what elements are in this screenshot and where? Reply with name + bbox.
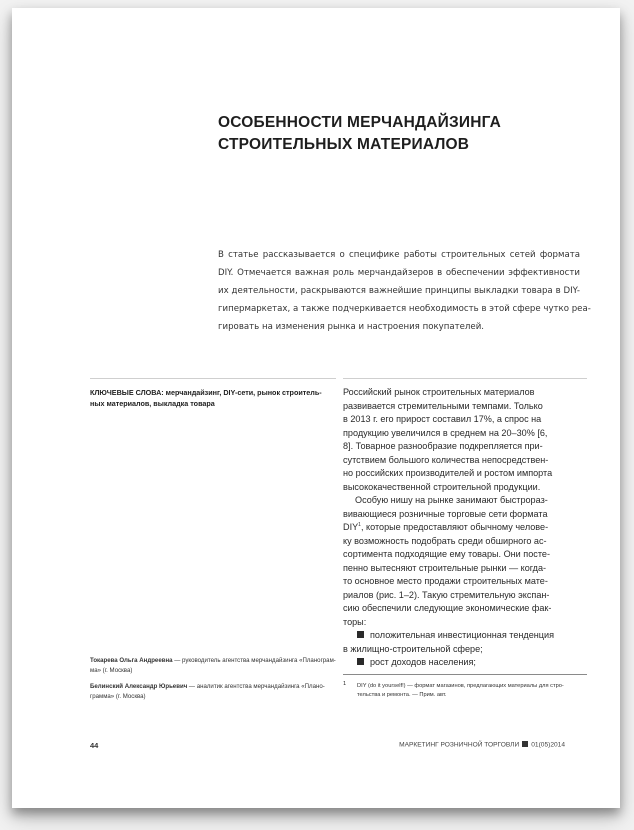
body-line: но российских производителей и ростом импорта (343, 468, 553, 478)
issue-number: 01(05)2014 (531, 741, 565, 749)
journal-name: МАРКЕТИНГ РОЗНИЧНОЙ ТОРГОВЛИ (399, 741, 520, 749)
author-line (90, 656, 340, 666)
body-line: высококачественной строительной продукции. (343, 481, 541, 492)
author-role: — руководитель агентства мерчандайзинга «Планограм- (172, 657, 336, 664)
authors-block (90, 656, 340, 701)
square-bullet-icon (357, 631, 364, 638)
body-line: развивается стремительными темпами. Только (343, 400, 543, 411)
author-line: ма» (г. Москва) (90, 666, 133, 674)
journal-page (12, 8, 620, 808)
body-line: продукцию увеличился в среднем на 20–30% [6, (343, 427, 548, 438)
bullet-text: положительная инвестиционная тенденция (370, 630, 555, 640)
bullet-item (343, 656, 587, 670)
body-text: DIY (343, 522, 359, 532)
body-divider (343, 378, 587, 379)
footnote-line: DIY (do it yourself!) — формат магазинов, предлагающих материалы для стро- (357, 683, 564, 689)
body-line: сортимента подходящие ему товары. Они посте- (343, 549, 550, 559)
footnote-divider (343, 674, 587, 675)
body-line: ку возможность подобрать среди обширного ас- (343, 535, 547, 546)
title-line: ОСОБЕННОСТИ МЕРЧАНДАЙЗИНГА (218, 114, 502, 131)
footnote-reference[interactable]: 1 (358, 522, 361, 528)
footnote-number: 1 (343, 681, 347, 687)
bullet-continuation: в жилищно-строительной сфере; (343, 643, 483, 654)
abstract-line: их деятельности, раскрываются важнейшие принципы выкладки товара в DIY- (218, 286, 580, 296)
article-title (218, 112, 598, 156)
body-line: сию обеспечили следующие экономические фак- (343, 603, 552, 613)
page-number: 44 (90, 741, 99, 750)
body-text: , которые предоставляют обычному челове- (360, 522, 549, 532)
body-line: Российский рынок строительных материалов (343, 387, 535, 397)
keywords-block (90, 388, 338, 409)
body-line: торы: (343, 616, 367, 627)
body-line: Особую нишу на рынке занимают быстрораз- (355, 495, 548, 505)
bullet-item (343, 629, 587, 643)
article-abstract (218, 246, 591, 336)
keywords-line: ных материалов, выкладка товара (90, 398, 215, 408)
square-bullet-icon (357, 658, 364, 665)
body-line: в 2013 г. его прирост составил 17%, а спрос на (343, 414, 542, 424)
body-line: вивающиеся розничные торговые сети формата (343, 508, 548, 519)
square-separator-icon (522, 741, 528, 747)
body-line: пенно вытесняют строительные рынки — когда- (343, 562, 547, 573)
abstract-line: DIY. Отмечается важная роль мерчандайзеров в обеспечении эффективности (218, 268, 580, 278)
footnote (343, 682, 603, 700)
bullet-text: рост доходов населения; (370, 657, 476, 667)
abstract-line: гировать на изменения рынка и настроения покупателей. (218, 322, 485, 332)
body-line: то основное место продажи строительных мате- (343, 576, 548, 586)
title-line: СТРОИТЕЛЬНЫХ МАТЕРИАЛОВ (218, 136, 470, 153)
author-line (90, 682, 340, 692)
running-footer (399, 741, 565, 749)
author-name: Белинский Александр Юрьевич (90, 683, 188, 690)
body-line: 8]. Товарное разнообразие подкрепляется при- (343, 441, 543, 451)
author-name: Токарева Ольга Андреевна (90, 657, 173, 664)
author-role: — аналитик агентства мерчандайзинга «Плано- (187, 683, 325, 690)
body-line: сутствием большого количества непосредствен- (343, 454, 549, 465)
abstract-line: гипермаркетах, а также подчеркивается необходимость в этой сфере чутко реа- (218, 304, 591, 314)
footnote-line: тельства и ремонта. — Прим. авт. (357, 692, 447, 698)
body-line (343, 521, 587, 535)
article-body (343, 386, 587, 670)
body-line: риалов (рис. 1–2). Такую стремительную экспан- (343, 589, 550, 600)
abstract-line: В статье рассказывается о специфике работы строительных сетей формата (218, 250, 580, 260)
keywords-line: КЛЮЧЕВЫЕ СЛОВА: мерчандайзинг, DIY-сети, рынок строитель- (90, 388, 322, 397)
author-line: грамма» (г. Москва) (90, 692, 146, 700)
keywords-divider (90, 378, 336, 379)
